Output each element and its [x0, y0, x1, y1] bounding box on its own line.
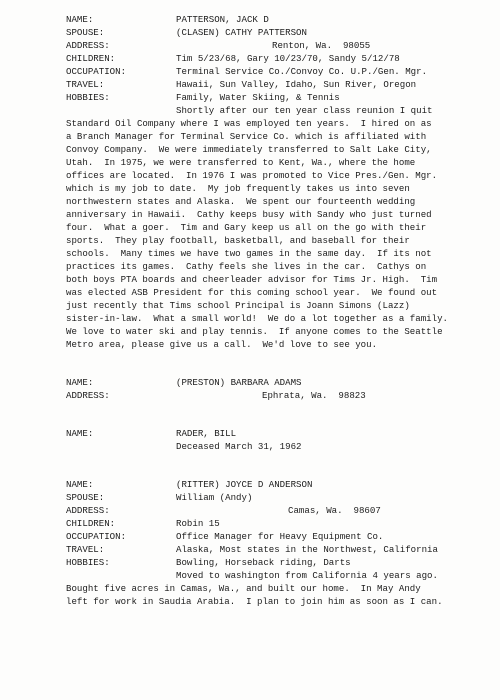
narrative-line: just recently that Tims school Principal is Joann Simons (Lazz) [66, 300, 410, 311]
field-value: (CLASEN) CATHY PATTERSON [176, 27, 307, 38]
field-label: NAME: [66, 479, 94, 490]
field-value: Ephrata, Wa. 98823 [262, 390, 366, 401]
field-value: William (Andy) [176, 492, 253, 503]
field-value: Office Manager for Heavy Equipment Co. [176, 531, 384, 542]
field-value: Family, Water Skiing, & Tennis [176, 92, 340, 103]
field-label: OCCUPATION: [66, 531, 127, 542]
narrative-line: offices are located. In 1976 I was promoted to Vice Pres./Gen. Mgr. [66, 170, 438, 181]
field-label: ADDRESS: [66, 505, 110, 516]
field-value: (RITTER) JOYCE D ANDERSON [176, 479, 313, 490]
field-value: Hawaii, Sun Valley, Idaho, Sun River, Oregon [176, 79, 417, 90]
field-label: SPOUSE: [66, 492, 105, 503]
narrative-line: left for work in Saudia Arabia. I plan to join him as soon as I can. [66, 596, 443, 607]
deceased-note: Deceased March 31, 1962 [176, 441, 302, 452]
narrative-line: a Branch Manager for Terminal Service Co. which is affiliated with [66, 131, 427, 142]
narrative-line: northwestern states and Alaska. We spent our fourteenth wedding [66, 196, 416, 207]
narrative-line: sports. They play football, basketball, and baseball for their [66, 235, 410, 246]
field-label: SPOUSE: [66, 27, 105, 38]
field-label: HOBBIES: [66, 92, 110, 103]
narrative-line: We love to water ski and play tennis. If anyone comes to the Seattle [66, 326, 443, 337]
field-value: Robin 15 [176, 518, 220, 529]
field-label: CHILDREN: [66, 53, 116, 64]
field-value: Renton, Wa. 98055 [272, 40, 371, 51]
field-value: PATTERSON, JACK D [176, 14, 269, 25]
narrative-line: practices its games. Cathy feels she lives in the car. Cathys on [66, 261, 427, 272]
field-value: Camas, Wa. 98607 [288, 505, 381, 516]
field-label: NAME: [66, 14, 94, 25]
field-label: OCCUPATION: [66, 66, 127, 77]
narrative-line: sister-in-law. What a small world! We do a lot together as a family. [66, 313, 448, 324]
narrative-line: Utah. In 1975, we were transferred to Kent, Wa., where the home [66, 157, 416, 168]
narrative-line: Shortly after our ten year class reunion I quit [176, 105, 433, 116]
field-value: Tim 5/23/68, Gary 10/23/70, Sandy 5/12/78 [176, 53, 400, 64]
narrative-line: which is my job to date. My job frequently takes us into seven [66, 183, 410, 194]
field-label: NAME: [66, 377, 94, 388]
narrative-line: both boys PTA boards and cheerleader advisor for Tims Jr. High. Tim [66, 274, 438, 285]
narrative-line: schools. Many times we have two games in the same day. If its not [66, 248, 432, 259]
field-value: RADER, BILL [176, 428, 237, 439]
narrative-line: was elected ASB President for this coming school year. We found out [66, 287, 438, 298]
field-value: (PRESTON) BARBARA ADAMS [176, 377, 302, 388]
field-label: TRAVEL: [66, 79, 105, 90]
field-label: NAME: [66, 428, 94, 439]
field-label: ADDRESS: [66, 40, 110, 51]
narrative-line: Moved to washington from California 4 years ago. [176, 570, 438, 581]
field-value: Terminal Service Co./Convoy Co. U.P./Gen. Mgr. [176, 66, 428, 77]
narrative-line: four. What a goer. Tim and Gary keep us all on the go with their [66, 222, 427, 233]
narrative-line: Metro area, please give us a call. We'd love to see you. [66, 339, 378, 350]
narrative-line: anniversary in Hawaii. Cathy keeps busy with Sandy who just turned [66, 209, 432, 220]
field-label: CHILDREN: [66, 518, 116, 529]
field-label: ADDRESS: [66, 390, 110, 401]
field-value: Bowling, Horseback riding, Darts [176, 557, 351, 568]
field-label: HOBBIES: [66, 557, 110, 568]
field-value: Alaska, Most states in the Northwest, California [176, 544, 438, 555]
field-label: TRAVEL: [66, 544, 105, 555]
narrative-line: Standard Oil Company where I was employed ten years. I hired on as [66, 118, 432, 129]
narrative-line: Convoy Company. We were immediately transferred to Salt Lake City, [66, 144, 432, 155]
narrative-line: Bought five acres in Camas, Wa., and built our home. In May Andy [66, 583, 421, 594]
